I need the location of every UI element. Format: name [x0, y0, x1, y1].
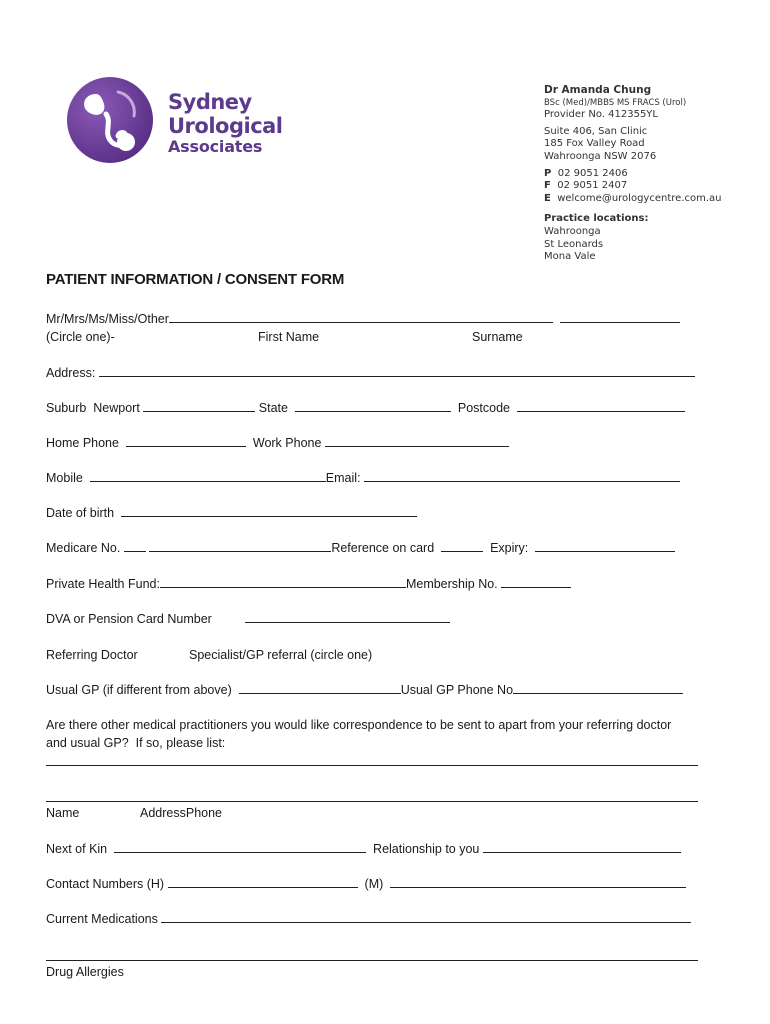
- practice-location: St Leonards: [544, 238, 604, 250]
- mobile-contact-field[interactable]: [390, 876, 686, 888]
- doctor-name: Dr Amanda Chung: [544, 84, 652, 96]
- doctor-qualifications: BSc (Med)/MBBS MS FRACS (Urol): [544, 97, 687, 108]
- other-practitioners-question-1: Are there other medical practitioners you would like correspondence to be sent to apart from your referring doctor: [46, 718, 672, 732]
- contact-numbers-row: Contact Numbers (H) (M): [46, 876, 686, 892]
- brand-line-3: Associates: [168, 137, 263, 156]
- medicare-field-prefix[interactable]: [124, 540, 146, 552]
- suburb-field[interactable]: [143, 400, 255, 412]
- specialist-referral-label: Specialist/GP referral (circle one): [189, 648, 373, 662]
- practitioners-list-line[interactable]: [46, 801, 698, 802]
- name-column-label: Name: [46, 806, 80, 820]
- reference-field[interactable]: [441, 540, 483, 552]
- address-row: Address:: [46, 365, 695, 381]
- practice-location: Wahroonga: [544, 225, 601, 237]
- work-phone-field[interactable]: [325, 435, 509, 447]
- address-line: Suite 406, San Clinic: [544, 125, 648, 137]
- email-line: E welcome@urologycentre.com.au: [544, 192, 722, 204]
- membership-field[interactable]: [501, 576, 571, 588]
- home-phone-field[interactable]: [126, 435, 246, 447]
- medicare-row: Medicare No. Reference on card Expiry:: [46, 540, 675, 556]
- circle-one-label: (Circle one)-: [46, 330, 115, 344]
- phone-row: Home Phone Work Phone: [46, 435, 509, 451]
- dob-row: Date of birth: [46, 505, 417, 521]
- next-of-kin-field[interactable]: [114, 841, 366, 853]
- mobile-field[interactable]: [90, 470, 326, 482]
- name-field[interactable]: [169, 311, 553, 323]
- referring-doctor-label: Referring Doctor: [46, 648, 138, 662]
- health-fund-row: Private Health Fund: Membership No.: [46, 576, 571, 592]
- usual-gp-row: Usual GP (if different from above) Usual GP Phone No: [46, 682, 683, 698]
- home-contact-field[interactable]: [168, 876, 358, 888]
- surname-label: Surname: [472, 330, 523, 344]
- fax-line: F 02 9051 2407: [544, 180, 628, 192]
- practice-locations-title: Practice locations:: [544, 213, 649, 225]
- email-field[interactable]: [364, 470, 680, 482]
- expiry-field[interactable]: [535, 540, 675, 552]
- phone-line: P 02 9051 2406: [544, 167, 628, 179]
- dva-field[interactable]: [245, 611, 450, 623]
- form-title: PATIENT INFORMATION / CONSENT FORM: [46, 271, 345, 288]
- postcode-field[interactable]: [517, 400, 685, 412]
- drug-allergies-label: Drug Allergies: [46, 965, 124, 979]
- title-row: Mr/Mrs/Ms/Miss/Other: [46, 311, 680, 327]
- medications-row: Current Medications: [46, 911, 691, 927]
- brand-line-2: Urological: [168, 114, 283, 138]
- mobile-row: Mobile Email:: [46, 470, 680, 486]
- medications-field[interactable]: [161, 911, 691, 923]
- address-line: Wahroonga NSW 2076: [544, 150, 657, 162]
- contact-block: [544, 84, 721, 264]
- practice-location: Mona Vale: [544, 251, 596, 263]
- address-phone-column-label: AddressPhone: [140, 806, 223, 820]
- medications-extra-line[interactable]: [46, 960, 698, 961]
- other-practitioners-question-2: and usual GP? If so, please list:: [46, 736, 226, 750]
- brand-line-1: Sydney: [168, 90, 252, 114]
- first-name-label: First Name: [258, 330, 320, 344]
- medicare-field[interactable]: [149, 540, 331, 552]
- suburb-value: Newport: [93, 401, 140, 415]
- next-of-kin-row: Next of Kin Relationship to you: [46, 841, 681, 857]
- usual-gp-phone-field[interactable]: [513, 682, 683, 694]
- address-field[interactable]: [99, 365, 695, 377]
- practitioners-list-line[interactable]: [46, 765, 698, 766]
- address-line: 185 Fox Valley Road: [544, 138, 645, 150]
- suburb-row: Suburb Newport State Postcode: [46, 400, 685, 416]
- relationship-field[interactable]: [483, 841, 681, 853]
- usual-gp-field[interactable]: [239, 682, 401, 694]
- brand-name: [168, 90, 283, 156]
- sydney-urological-kidney-logo-icon: [66, 76, 154, 164]
- surname-field[interactable]: [560, 311, 680, 323]
- state-field[interactable]: [295, 400, 451, 412]
- dva-row: DVA or Pension Card Number: [46, 612, 212, 626]
- provider-number: Provider No. 412355YL: [544, 109, 658, 121]
- dob-field[interactable]: [121, 505, 417, 517]
- health-fund-field[interactable]: [160, 576, 406, 588]
